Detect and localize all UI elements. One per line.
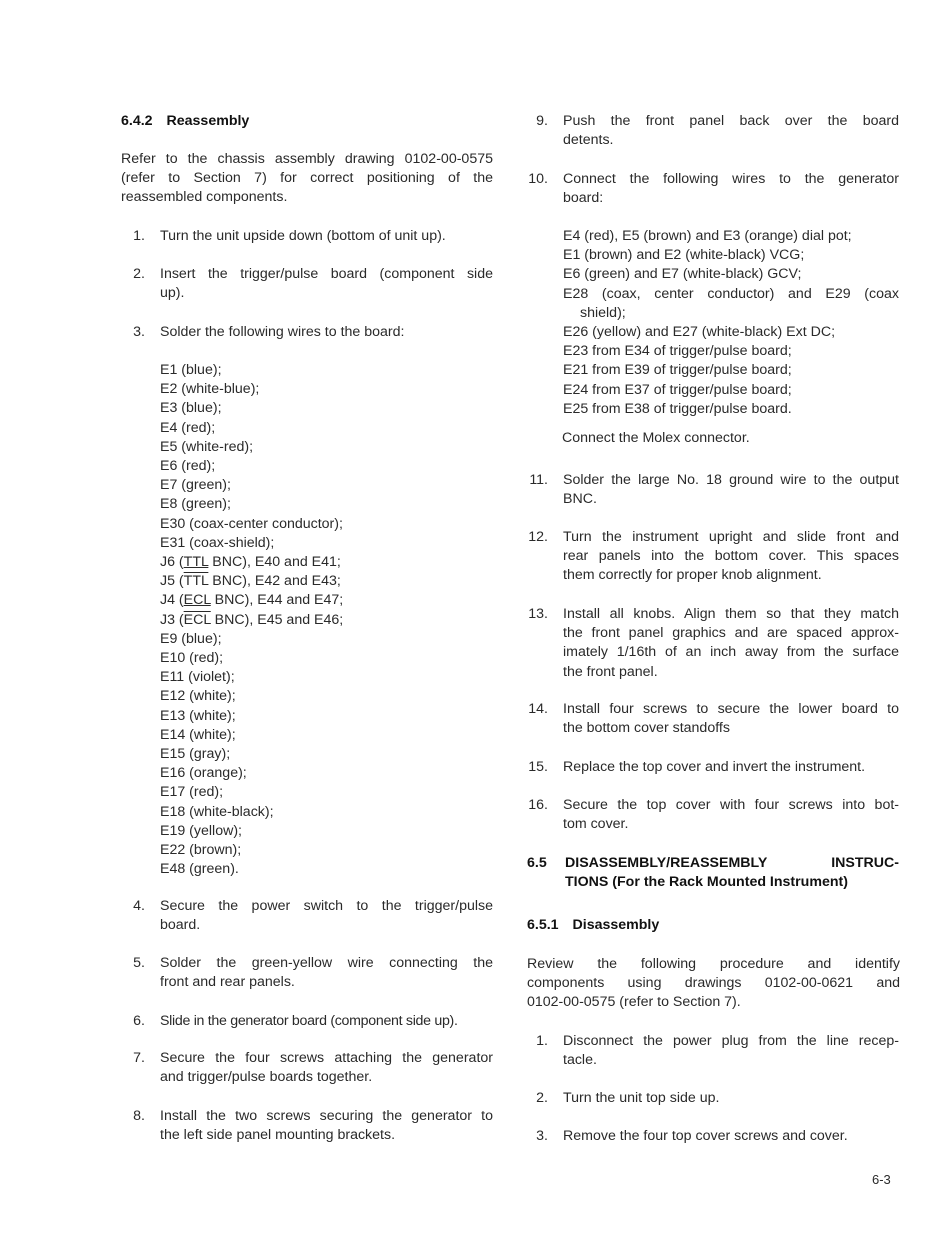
section-6-5-heading: [527, 854, 899, 892]
review-line: 0102-00-0575 (refer to Section 7).: [527, 994, 741, 1011]
step-text: Solder the large No. 18 ground wire to the output: [563, 472, 899, 488]
wire-item: E8 (green);: [160, 496, 231, 513]
wire-list: [160, 361, 343, 879]
list-item: [121, 1107, 493, 1145]
section-title: DISASSEMBLY/REASSEMBLY INSTRUC-: [565, 855, 899, 871]
step-text: Secure the four screws attaching the generator: [160, 1050, 493, 1066]
wire-item: E15 (gray);: [160, 746, 231, 763]
list-item: [524, 605, 899, 682]
list-item: [524, 1089, 899, 1108]
wire-item: J4 (ECL BNC), E44 and E47;: [160, 592, 344, 609]
step-text: tacle.: [563, 1052, 597, 1069]
step-text: Turn the unit top side up.: [563, 1090, 720, 1106]
step-number: 12.: [528, 529, 548, 545]
wire-item: E10 (red);: [160, 650, 224, 667]
section-6-5-1-heading: [527, 916, 659, 935]
list-item: [524, 758, 899, 777]
list-item: [121, 323, 493, 342]
list-item: [121, 897, 493, 935]
review-line: components using drawings 0102-00-0621 and: [527, 975, 900, 992]
step-number: 2.: [536, 1090, 548, 1106]
list-item: [121, 265, 493, 303]
step-text: front and rear panels.: [160, 974, 295, 991]
step-number: 16.: [528, 797, 548, 813]
step-number: 10.: [528, 171, 548, 187]
step-text: Install all knobs. Align them so that they match: [563, 606, 899, 622]
list-item: [524, 1032, 899, 1070]
wire-item: E9 (blue);: [160, 630, 222, 647]
wire-item: E31 (coax-shield);: [160, 534, 275, 551]
step-text: Install the two screws securing the generator to: [160, 1108, 493, 1124]
section-number: 6.5.1: [527, 917, 559, 933]
list-item: [524, 471, 899, 509]
list-item: [524, 528, 899, 586]
step-text: Install four screws to secure the lower board to: [563, 701, 899, 717]
step-number: 5.: [133, 955, 145, 971]
section-6-4-2-heading: [121, 112, 249, 131]
step-text: BNC.: [563, 491, 597, 508]
step-number: 3.: [536, 1128, 548, 1144]
step-number: 3.: [133, 324, 145, 340]
list-item: [524, 796, 899, 834]
step-number: 13.: [528, 606, 548, 622]
section-title: TIONS (For the Rack Mounted Instrument): [565, 874, 848, 891]
wire-item: E6 (red);: [160, 458, 216, 475]
wire-item: shield);: [580, 304, 626, 321]
step-text: tom cover.: [563, 816, 629, 833]
generator-wire-list: [563, 227, 899, 419]
step-number: 4.: [133, 898, 145, 914]
step-text: the left side panel mounting brackets.: [160, 1127, 396, 1144]
wire-item: E48 (green).: [160, 861, 239, 878]
section-title: Reassembly: [166, 113, 250, 129]
wire-item: E24 from E37 of trigger/pulse board;: [563, 381, 792, 398]
intro-line: reassembled components.: [121, 189, 288, 206]
step-number: 1.: [536, 1033, 548, 1049]
step-text: Secure the power switch to the trigger/pulse: [160, 898, 493, 914]
wire-item: E23 from E34 of trigger/pulse board;: [563, 343, 792, 360]
step-text: rear panels into the bottom cover. This spaces: [563, 548, 899, 565]
list-item: [524, 700, 899, 738]
step-text: imately 1/16th of an inch away from the surface: [563, 644, 899, 661]
wire-item: E30 (coax-center conductor);: [160, 515, 343, 532]
section-number: 6.5: [527, 855, 547, 871]
wire-item: E4 (red), E5 (brown) and E3 (orange) dial pot;: [563, 228, 852, 244]
step-text: Connect the following wires to the generator: [563, 171, 899, 187]
molex-note: Connect the Molex connector.: [562, 430, 750, 446]
step-number: 8.: [133, 1108, 145, 1124]
step-text: the front panel graphics and are spaced approx-: [563, 625, 899, 642]
wire-item: E6 (green) and E7 (white-black) GCV;: [563, 266, 802, 283]
list-item: [121, 1049, 493, 1087]
wire-item: E1 (blue);: [160, 362, 222, 378]
step-text: board.: [160, 917, 201, 934]
list-item: [524, 112, 899, 150]
step-number: 2.: [133, 266, 145, 282]
wire-item: E18 (white-black);: [160, 803, 274, 820]
step-number: 14.: [528, 701, 548, 717]
step-text: and trigger/pulse boards together.: [160, 1069, 373, 1086]
page-number: 6-3: [872, 1172, 891, 1187]
list-item: [524, 170, 899, 208]
wire-item: E19 (yellow);: [160, 822, 243, 839]
step-text: Turn the unit upside down (bottom of unit up).: [160, 228, 446, 244]
step-text: Secure the top cover with four screws into bot-: [563, 797, 899, 813]
step-number: 9.: [536, 113, 548, 129]
section-number: 6.4.2: [121, 113, 153, 129]
step-number: 15.: [528, 759, 548, 775]
wire-item: E4 (red);: [160, 419, 216, 436]
wire-item: E2 (white-blue);: [160, 381, 260, 398]
intro-line: (refer to Section 7) for correct positioning of the: [121, 170, 493, 187]
step-text: the front panel.: [563, 663, 658, 680]
list-item: [524, 1127, 899, 1146]
step-text: Solder the green-yellow wire connecting the: [160, 955, 493, 971]
wire-item: E28 (coax, center conductor) and E29 (coax: [563, 285, 899, 302]
wire-item: J6 (TTL BNC), E40 and E41;: [160, 554, 341, 571]
step-text: Disconnect the power plug from the line recep-: [563, 1033, 899, 1049]
wire-item: E7 (green);: [160, 477, 231, 494]
list-item: [121, 1012, 493, 1031]
step-number: 7.: [133, 1050, 145, 1066]
step-text: Insert the trigger/pulse board (component side: [160, 266, 493, 282]
wire-item: E21 from E39 of trigger/pulse board;: [563, 362, 792, 379]
wire-item: E16 (orange);: [160, 765, 247, 782]
wire-item: E11 (violet);: [160, 669, 235, 686]
review-line: Review the following procedure and identify: [527, 956, 900, 972]
step-number: 11.: [529, 472, 548, 488]
wire-item: E26 (yellow) and E27 (white-black) Ext DC;: [563, 324, 836, 341]
wire-item: J3 ($\overline{ECL}$ BNC), E45 and E46;: [160, 611, 344, 628]
step-text: up).: [160, 285, 185, 302]
step-text: the bottom cover standoffs: [563, 720, 730, 737]
step-text: detents.: [563, 132, 614, 149]
list-item: [121, 227, 493, 246]
wire-item: E22 (brown);: [160, 842, 242, 859]
wire-item: E17 (red);: [160, 784, 224, 801]
section-title: Disassembly: [572, 917, 660, 933]
wire-item: E12 (white);: [160, 688, 236, 705]
wire-item: E3 (blue);: [160, 400, 222, 417]
step-text: Push the front panel back over the board: [563, 113, 899, 129]
wire-item: J5 ($\overline{TTL}$ BNC), E42 and E43;: [160, 573, 341, 590]
step-text: them correctly for proper knob alignment.: [563, 567, 822, 584]
step-number: 6.: [133, 1013, 145, 1029]
intro-paragraph: [121, 150, 493, 208]
wire-item: E14 (white);: [160, 726, 236, 743]
step-text: Turn the instrument upright and slide front and: [563, 529, 899, 545]
step-number: 1.: [133, 228, 145, 244]
step-text: Replace the top cover and invert the instrument.: [563, 759, 866, 775]
wire-item: E25 from E38 of trigger/pulse board.: [563, 400, 792, 417]
step-text: Remove the four top cover screws and cover.: [563, 1128, 848, 1144]
wire-item: E5 (white-red);: [160, 438, 254, 455]
list-item: [121, 954, 493, 992]
intro-line: Refer to the chassis assembly drawing 0102-00-0575: [121, 151, 493, 167]
review-paragraph: [527, 955, 900, 1013]
step-text: Slide in the generator board (component side up).: [160, 1013, 458, 1029]
step-text: Solder the following wires to the board:: [160, 324, 405, 340]
wire-item: E13 (white);: [160, 707, 236, 724]
wire-item: E1 (brown) and E2 (white-black) VCG;: [563, 247, 805, 264]
step-text: board:: [563, 190, 604, 207]
